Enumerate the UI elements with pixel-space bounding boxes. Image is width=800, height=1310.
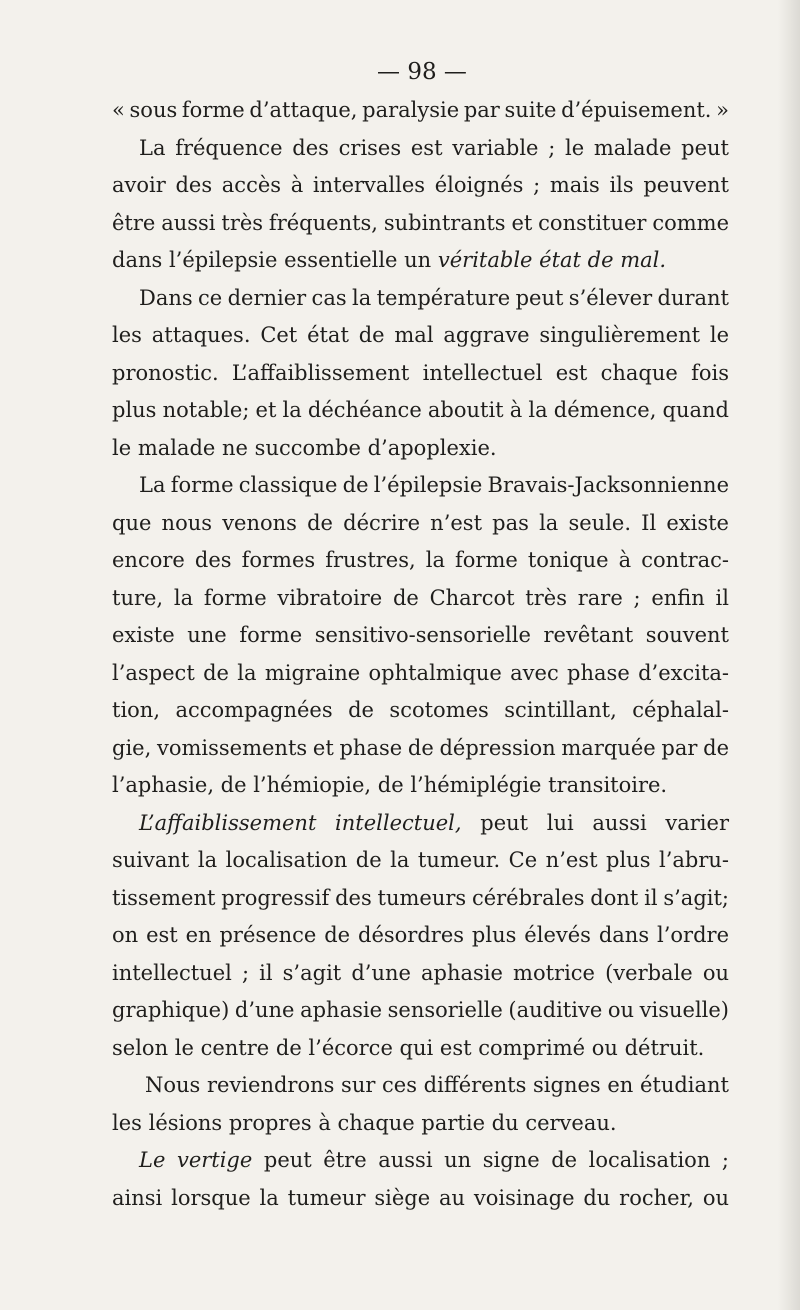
text-line: tion, accompagnées de scotomes scintillant, céphalal- (112, 698, 729, 722)
text-line: pronostic. L’affaiblissement intellectuel est chaque fois (112, 360, 729, 385)
text-run: peut être aussi un signe de localisation ; (252, 1148, 729, 1172)
text-line: ainsi lorsque la tumeur siège au voisinage du rocher, ou (112, 1185, 729, 1210)
text-line: l’aspect de la migraine ophtalmique avec phase d’excita- (112, 660, 729, 685)
text-line: Nous reviendrons sur ces différents signes en étudiant (145, 1073, 729, 1097)
page-number: — 98 — (377, 59, 467, 85)
text-line: ture, la forme vibratoire de Charcot très rare ; enfin il (112, 585, 729, 610)
italic-term: L’affaiblissement intellectuel, (139, 810, 462, 835)
text-line: encore des formes frustres, la forme tonique à contrac- (112, 548, 729, 572)
text-line: plus notable; et la déchéance aboutit à la démence, quand (112, 398, 729, 422)
italic-term: véritable état de mal. (437, 248, 667, 272)
text-line: le malade ne succombe d’apoplexie. (112, 435, 497, 460)
text-line: que nous venons de décrire n’est pas la seule. Il existe (112, 510, 729, 535)
text-line: La fréquence des crises est variable ; le malade peut (139, 135, 729, 160)
text-line (112, 805, 729, 843)
text-line: existe une forme sensitivo-sensorielle revêtant souvent (112, 623, 729, 647)
text-run: dans l’épilepsie essentielle un (112, 248, 438, 272)
text-line: on est en présence de désordres plus élevés dans l’ordre (112, 923, 729, 947)
italic-term: Le vertige (139, 1148, 253, 1172)
text-line: selon le centre de l’écorce qui est comprimé ou détruit. (112, 1035, 705, 1060)
text-line: intellectuel ; il s’agit d’une aphasie motrice (verbale ou (112, 960, 729, 985)
text-line: La forme classique de l’épilepsie Bravais-Jacksonnienne (139, 473, 729, 497)
text-line: avoir des accès à intervalles éloignés ; mais ils peuvent (112, 173, 729, 197)
text-line: les attaques. Cet état de mal aggrave singulièrement le (112, 323, 729, 347)
text-line (112, 1142, 729, 1180)
text-line: l’aphasie, de l’hémiopie, de l’hémiplégie transitoire. (112, 773, 668, 797)
book-page (112, 52, 729, 1217)
text-line: « sous forme d’attaque, paralysie par suite d’épuisement. » (112, 98, 729, 122)
text-line: tissement progressif des tumeurs cérébrales dont il s’agit; (112, 885, 729, 910)
text-line (112, 242, 729, 280)
page-edge-shadow (778, 0, 800, 1310)
text-line: suivant la localisation de la tumeur. Ce n’est plus l’abru- (112, 848, 729, 872)
text-line: graphique) d’une aphasie sensorielle (auditive ou visuelle) (112, 998, 729, 1022)
text-run: peut lui aussi varier (461, 810, 729, 835)
text-line: Dans ce dernier cas la température peut s’élever durant (139, 285, 729, 310)
text-line: être aussi très fréquents, subintrants et constituer comme (112, 210, 729, 235)
page-text (112, 92, 729, 1217)
text-line: gie, vomissements et phase de dépression marquée par de (112, 735, 729, 760)
text-line: les lésions propres à chaque partie du cerveau. (112, 1110, 617, 1135)
